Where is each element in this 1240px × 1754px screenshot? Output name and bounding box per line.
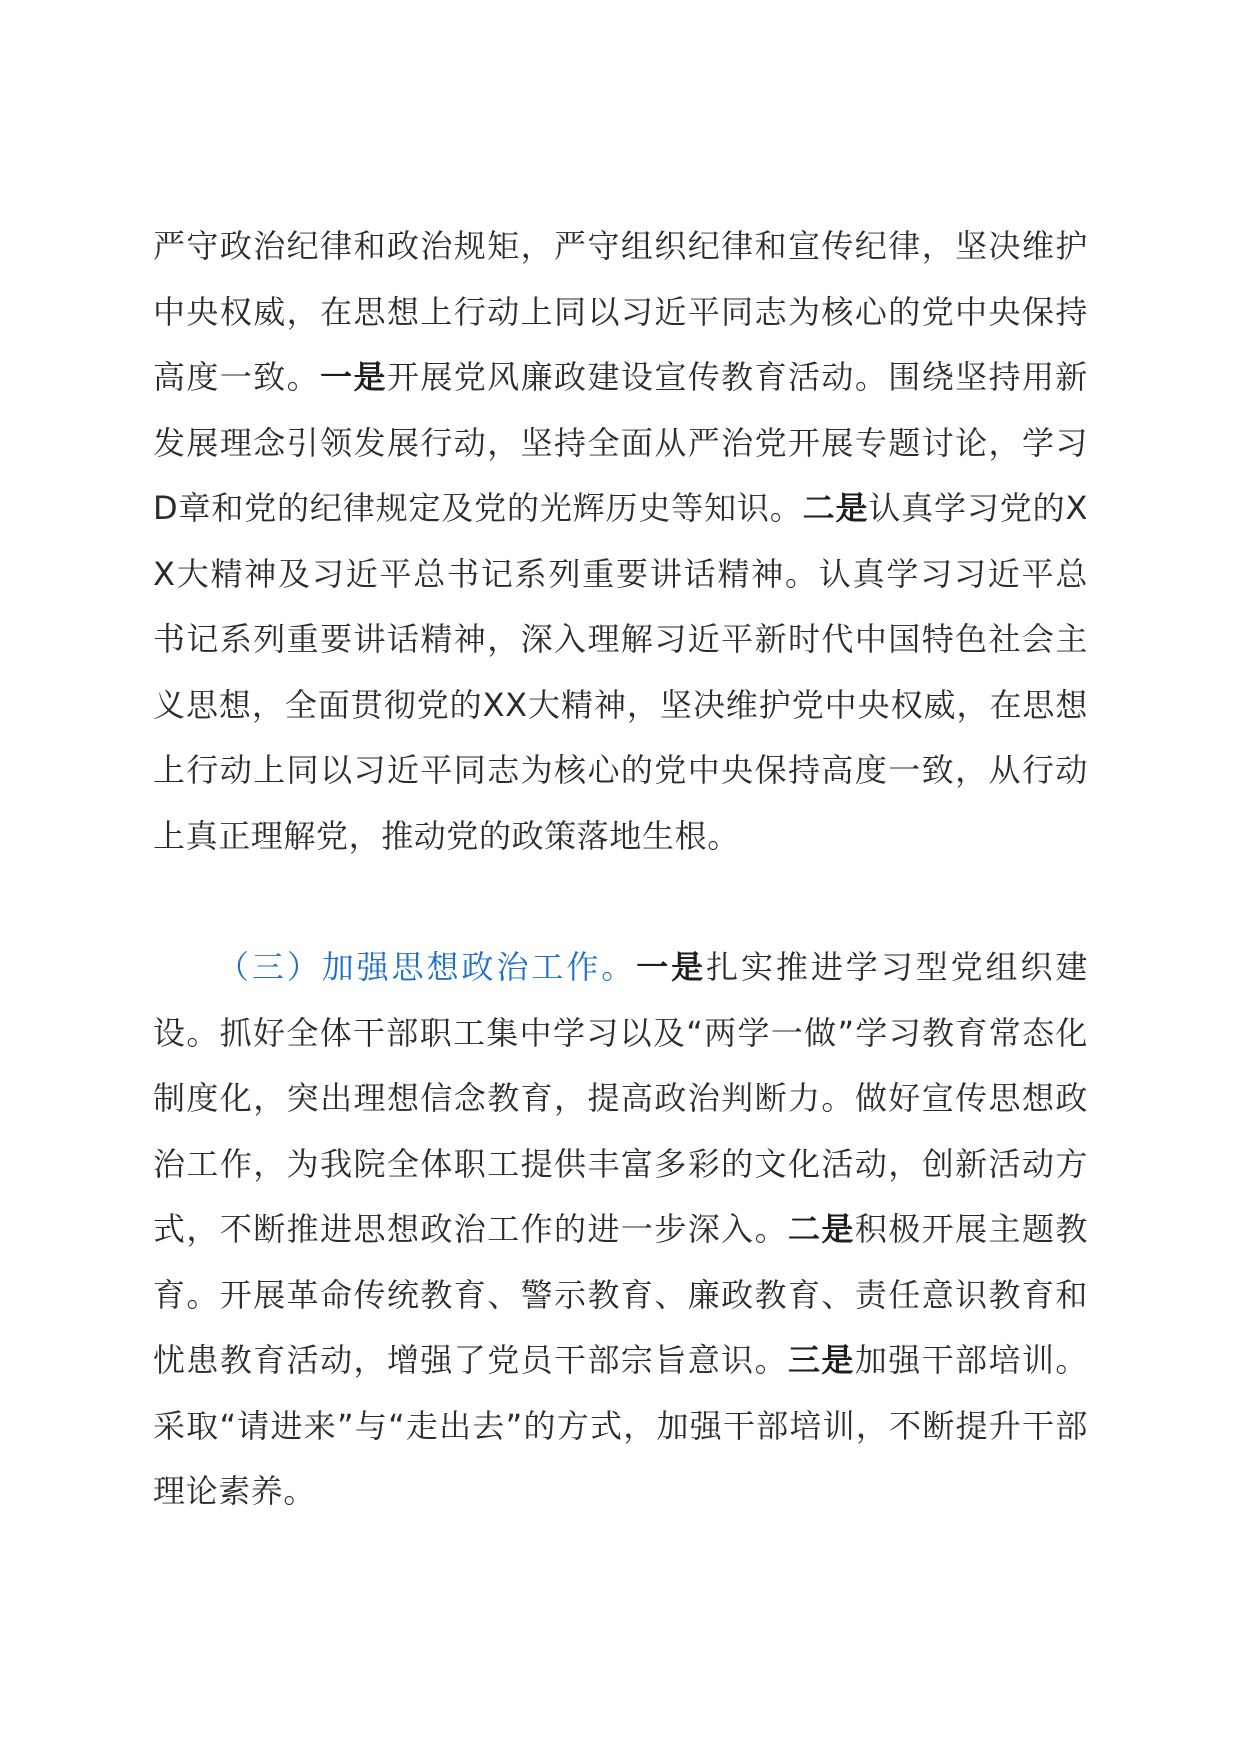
- paragraph-text: 加强干部培训。采取“请进来”与“走出去”的方式，加强干部培训，不断提升干部理论素养。: [153, 1341, 1088, 1510]
- paragraph-text: 严守政治纪律和政治规矩，严守组织纪律和宣传纪律，坚决维护中央权威，在思想上行动上同以习近平同志为核心的党中央保持高度一致。: [153, 227, 1088, 396]
- section-heading: （三）加强思想政治工作。: [217, 948, 637, 986]
- document-body: [153, 214, 1088, 1525]
- enumeration-marker: 二是: [802, 489, 869, 527]
- paragraph-political-work: [153, 935, 1088, 1525]
- enumeration-marker: 三是: [788, 1341, 855, 1379]
- enumeration-marker: 二是: [788, 1210, 855, 1248]
- enumeration-marker: 一是: [636, 948, 707, 986]
- paragraph-text: 积极开展主题教育。开展革命传统教育、警示教育、廉政教育、责任意识教育和忧患教育活动，增强了党员干部宗旨意识。: [153, 1210, 1088, 1379]
- paragraph-discipline: [153, 214, 1088, 869]
- paragraph-text: 认真学习党的XX大精神及习近平总书记系列重要讲话精神。认真学习习近平总书记系列重要讲话精神，深入理解习近平新时代中国特色社会主义思想，全面贯彻党的XX大精神，坚决维护党中央权威，在思想上行动上同以习近平同志为核心的党中央保持高度一致，从行动上真正理解党，推动党的政策落地生根。: [153, 489, 1088, 855]
- paragraph-text: 扎实推进学习型党组织建设。抓好全体干部职工集中学习以及“两学一做”学习教育常态化制度化，突出理想信念教育，提高政治判断力。做好宣传思想政治工作，为我院全体职工提供丰富多彩的文化活动，创新活动方式，不断推进思想政治工作的进一步深入。: [153, 948, 1089, 1248]
- paragraph-text: 开展党风廉政建设宣传教育活动。围绕坚持用新发展理念引领发展行动，坚持全面从严治党开展专题讨论，学习D章和党的纪律规定及党的光辉历史等知识。: [153, 358, 1088, 527]
- enumeration-marker: 一是: [320, 358, 387, 396]
